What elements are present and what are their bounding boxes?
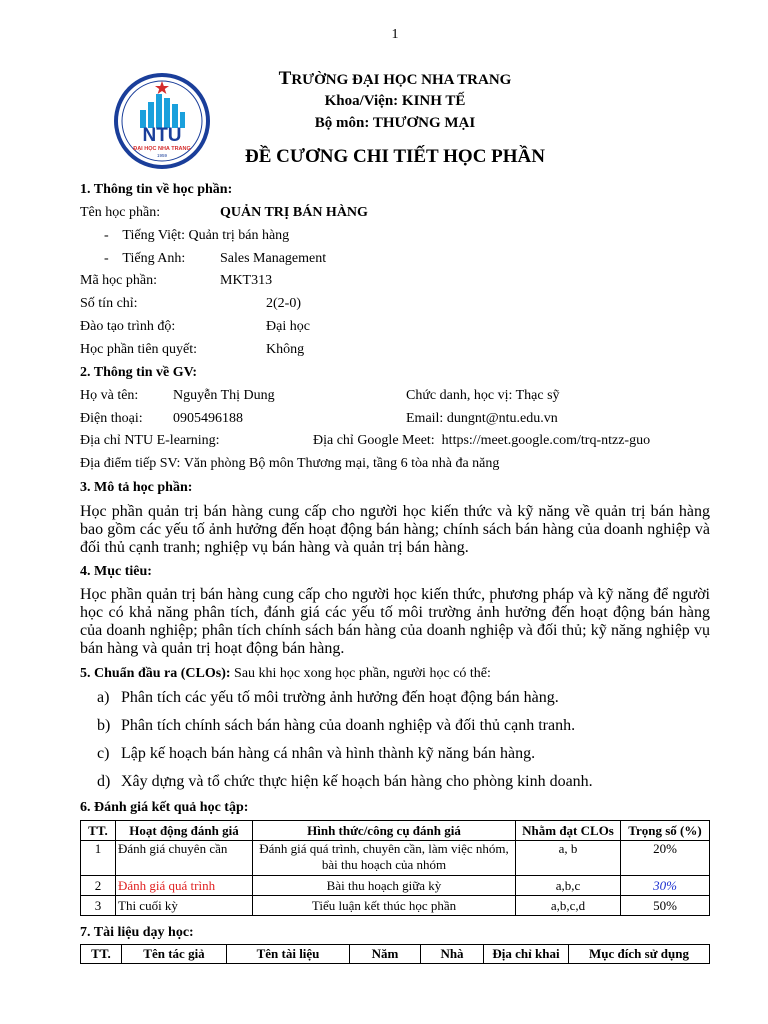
course-description: Học phần quản trị bán hàng cung cấp cho người học kiến thức và kỹ năng về quản trị bán hàng bao gồm các yếu tố ảnh hưởng đến hoạt động bán hàng; chính sách bán hàng của doanh nghiệp và đối thủ cạnh tranh; nghiệp vụ bán hàng và quản trị bán hàng. <box>80 503 710 556</box>
phone-label: Điện thoại: <box>80 411 143 426</box>
section-6-heading: 6. Đánh giá kết quả học tập: <box>80 800 249 815</box>
logo-text: NTU <box>142 125 182 146</box>
table-cell: a,b,c,d <box>516 896 621 916</box>
lecturer-name-label: Họ và tên: <box>80 388 139 403</box>
clo-item: b) Phân tích chính sách bán hàng của doanh nghiệp và đối thủ cạnh tranh. <box>97 717 576 734</box>
column-header: Nhà <box>421 945 484 964</box>
course-objectives: Học phần quản trị bán hàng cung cấp cho người học kiến thức, phương pháp và kỹ năng để người học có khả năng phân tích, đánh giá các yếu tố môi trường ảnh hưởng đến hoạt động bán hàng của doanh nghiệp; phân tích chính sách bán hàng của doanh nghiệp và đối thủ; kỹ năng nghiệp vụ bán hàng và quản trị hoạt động bán hàng. <box>80 586 710 657</box>
clo-item: a) Phân tích các yếu tố môi trường ảnh hưởng đến hoạt động bán hàng. <box>97 689 559 706</box>
teaching-materials-table <box>80 944 710 964</box>
table-cell: 1 <box>81 841 116 876</box>
column-header: Hình thức/công cụ đánh giá <box>253 821 516 841</box>
column-header: Hoạt động đánh giá <box>116 821 253 841</box>
section-1-heading: 1. Thông tin về học phần: <box>80 182 233 197</box>
table-cell: Đánh giá quá trình <box>116 876 253 896</box>
google-meet-address: Địa chỉ Google Meet: https://meet.google.com/trq-ntzz-guo <box>313 433 651 448</box>
section-4-heading: 4. Mục tiêu: <box>80 564 152 579</box>
document-title: ĐỀ CƯƠNG CHI TIẾT HỌC PHẦN <box>245 146 545 167</box>
course-name-value: QUẢN TRỊ BÁN HÀNG <box>220 205 368 220</box>
logo-subtext: ĐẠI HỌC NHA TRANG <box>133 146 191 152</box>
table-cell: Đánh giá chuyên cần <box>116 841 253 876</box>
lecturer-rank: Chức danh, học vị: Thạc sỹ <box>406 388 560 403</box>
credits-value: 2(2-0) <box>266 296 301 311</box>
prerequisite-label: Học phần tiên quyết: <box>80 342 198 357</box>
column-header: TT. <box>81 821 116 841</box>
prerequisite-value: Không <box>266 342 305 357</box>
table-cell: 2 <box>81 876 116 896</box>
english-name-value: Sales Management <box>220 251 327 266</box>
column-header: TT. <box>81 945 122 964</box>
faculty-name: Khoa/Viện: KINH TẾ <box>324 93 466 109</box>
column-header: Tên tác giả <box>122 945 227 964</box>
table-cell: a,b,c <box>516 876 621 896</box>
university-name: TRƯỜNG ĐẠI HỌC NHA TRANG <box>278 68 512 89</box>
email: Email: dungnt@ntu.edu.vn <box>406 411 558 426</box>
clo-item: d) Xây dựng và tổ chức thực hiện kế hoạch bán hàng cho phòng kinh doanh. <box>97 773 593 790</box>
table-cell: Thi cuối kỳ <box>116 896 253 916</box>
table-cell: 30% <box>621 876 710 896</box>
column-header: Mục đích sử dụng <box>569 945 710 964</box>
course-name-label: Tên học phần: <box>80 205 161 220</box>
office-location: Địa điểm tiếp SV: Văn phòng Bộ môn Thương mại, tầng 6 tòa nhà đa năng <box>80 456 500 471</box>
lecturer-name-value: Nguyễn Thị Dung <box>173 388 275 403</box>
column-header: Trọng số (%) <box>621 821 710 841</box>
table-cell: Tiểu luận kết thúc học phần <box>253 896 516 916</box>
table-cell: Đánh giá quá trình, chuyên cần, làm việc nhóm, bài thu hoạch của nhóm <box>253 841 516 876</box>
table-row <box>81 876 710 896</box>
table-cell: Bài thu hoạch giữa kỳ <box>253 876 516 896</box>
level-value: Đại học <box>266 319 310 334</box>
english-name-label: - Tiếng Anh: <box>104 251 186 266</box>
table-cell: 50% <box>621 896 710 916</box>
table-header-row <box>81 821 710 841</box>
clo-item: c) Lập kế hoạch bán hàng cá nhân và hình thành kỹ năng bán hàng. <box>97 745 536 762</box>
assessment-table <box>80 820 710 916</box>
column-header: Tên tài liệu <box>227 945 350 964</box>
department-name: Bộ môn: THƯƠNG MẠI <box>314 115 476 131</box>
logo-year: 1959 <box>156 153 168 158</box>
table-cell: 3 <box>81 896 116 916</box>
elearning-address: Địa chỉ NTU E-learning: <box>80 433 220 448</box>
section-7-heading: 7. Tài liệu dạy học: <box>80 925 194 940</box>
vietnamese-name: - Tiếng Việt: Quản trị bán hàng <box>104 228 290 243</box>
table-cell: a, b <box>516 841 621 876</box>
section-2-heading: 2. Thông tin về GV: <box>80 365 198 380</box>
table-cell: 20% <box>621 841 710 876</box>
table-row <box>81 841 710 876</box>
section-5-heading: 5. Chuẩn đầu ra (CLOs): Sau khi học xong học phần, người học có thể: <box>80 666 491 681</box>
column-header: Địa chỉ khai <box>484 945 569 964</box>
level-label: Đào tạo trình độ: <box>80 319 176 334</box>
page-number: 1 <box>391 27 399 42</box>
course-code-label: Mã học phần: <box>80 273 157 288</box>
table-row <box>81 896 710 916</box>
phone-value: 0905496188 <box>173 411 243 426</box>
course-code-value: MKT313 <box>220 273 273 288</box>
column-header: Nhằm đạt CLOs <box>516 821 621 841</box>
credits-label: Số tín chỉ: <box>80 296 138 311</box>
section-3-heading: 3. Mô tả học phần: <box>80 480 193 495</box>
table-header-row <box>81 945 710 964</box>
column-header: Năm <box>350 945 421 964</box>
